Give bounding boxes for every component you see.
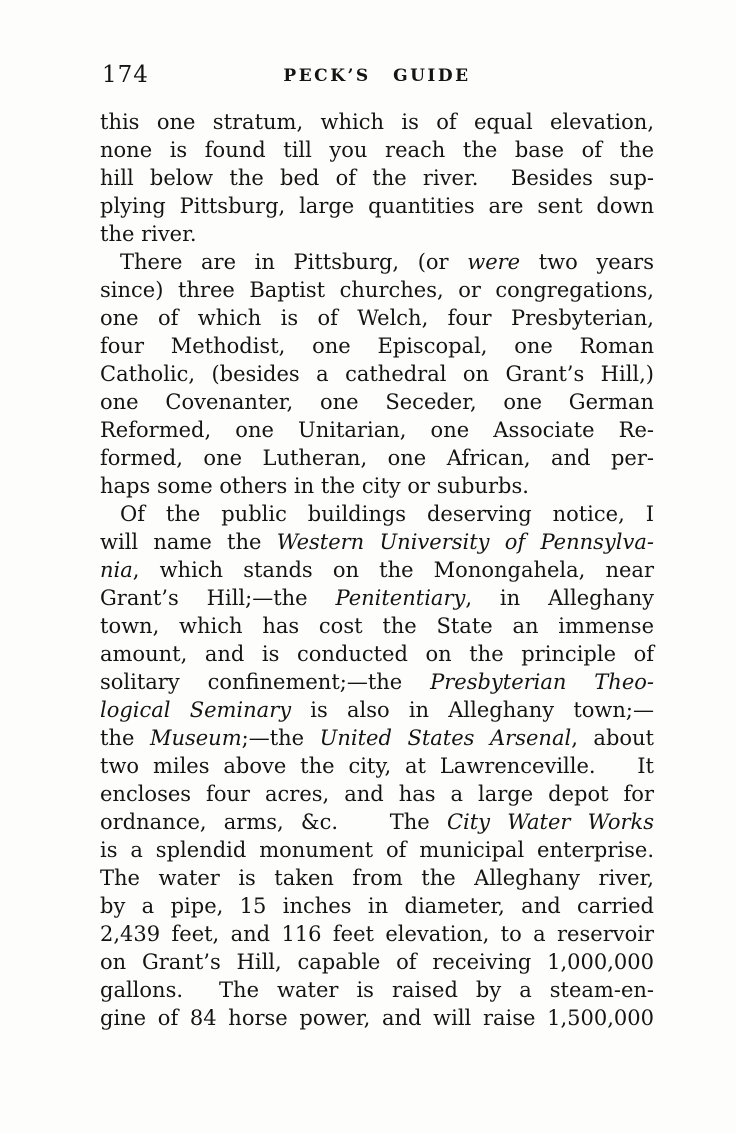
italic-text-segment: were (467, 250, 521, 274)
text-segment: ordnance, arms, &c. The (100, 810, 447, 834)
text-line (100, 808, 654, 836)
italic-text-segment: Presbyterian Theo- (430, 670, 654, 694)
text-line (100, 472, 654, 500)
text-segment: hill below the bed of the river. Besides sup- (100, 166, 654, 190)
text-line (100, 220, 654, 248)
text-line (100, 500, 654, 528)
text-line (100, 612, 654, 640)
text-line (100, 164, 654, 192)
text-line (100, 864, 654, 892)
italic-text-segment: logical Seminary (100, 698, 292, 722)
text-segment: , in Alleghany (465, 586, 654, 610)
text-segment: is also in Alleghany town;— (291, 698, 655, 722)
text-segment: will name the (100, 530, 277, 554)
text-line (100, 752, 654, 780)
text-segment: , about (571, 726, 654, 750)
text-line (100, 976, 654, 1004)
text-segment: is a splendid monument of municipal enterprise. (100, 838, 654, 862)
text-line (100, 920, 654, 948)
text-line (100, 248, 654, 276)
text-line (100, 360, 654, 388)
text-segment: encloses four acres, and has a large depot for (100, 782, 654, 806)
text-segment: two miles above the city, at Lawrenceville. It (100, 754, 654, 778)
running-title: PECK’S GUIDE (283, 66, 471, 86)
text-line (100, 640, 654, 668)
text-line (100, 836, 654, 864)
text-segment: haps some others in the city or suburbs. (100, 474, 529, 498)
text-segment: gine of 84 horse power, and will raise 1,500,000 (100, 1006, 654, 1030)
text-line (100, 444, 654, 472)
text-segment: formed, one Lutheran, one African, and per- (100, 446, 654, 470)
text-segment: the river. (100, 222, 197, 246)
text-segment: plying Pittsburg, large quantities are sent down (100, 194, 654, 218)
page-header (100, 60, 654, 92)
text-line (100, 780, 654, 808)
italic-text-segment: nia (100, 558, 133, 582)
text-line (100, 724, 654, 752)
text-segment: Reformed, one Unitarian, one Associate Re- (100, 418, 654, 442)
text-segment: four Methodist, one Episcopal, one Roman (100, 334, 654, 358)
text-line (100, 528, 654, 556)
text-line (100, 136, 654, 164)
text-segment: two years (520, 250, 654, 274)
text-segment: Of the public buildings deserving notice, I (120, 502, 654, 526)
text-segment: , which stands on the Monongahela, near (132, 558, 654, 582)
text-segment: The water is taken from the Alleghany river, (100, 866, 654, 890)
text-segment: Grant’s Hill;—the (100, 586, 336, 610)
text-segment: town, which has cost the State an immense (100, 614, 654, 638)
text-line (100, 108, 654, 136)
italic-text-segment: Penitentiary (335, 586, 466, 610)
text-line (100, 584, 654, 612)
text-line (100, 1004, 654, 1032)
text-line (100, 192, 654, 220)
text-line (100, 332, 654, 360)
italic-text-segment: Western University of Pennsylva- (276, 530, 654, 554)
paragraph (100, 500, 654, 1032)
italic-text-segment: United States Arsenal (319, 726, 572, 750)
text-segment: solitary confinement;—the (100, 670, 431, 694)
text-line (100, 388, 654, 416)
text-segment: one Covenanter, one Seceder, one German (100, 390, 654, 414)
italic-text-segment: Museum (149, 726, 242, 750)
text-segment: gallons. The water is raised by a steam-en- (100, 978, 654, 1002)
page-body (100, 108, 654, 1032)
text-segment: Catholic, (besides a cathedral on Grant’s Hill,) (100, 362, 654, 386)
text-line (100, 304, 654, 332)
italic-text-segment: City Water Works (446, 810, 655, 834)
text-segment: amount, and is conducted on the principle of (100, 642, 654, 666)
text-line (100, 276, 654, 304)
text-segment: one of which is of Welch, four Presbyterian, (100, 306, 654, 330)
text-line (100, 556, 654, 584)
text-segment: on Grant’s Hill, capable of receiving 1,000,000 (100, 950, 654, 974)
page-number: 174 (102, 62, 149, 88)
text-line (100, 892, 654, 920)
text-segment: by a pipe, 15 inches in diameter, and carried (100, 894, 654, 918)
text-segment: since) three Baptist churches, or congregations, (100, 278, 654, 302)
paragraph (100, 108, 654, 248)
text-segment: 2,439 feet, and 116 feet elevation, to a reservoir (100, 922, 654, 946)
text-segment: ;—the (241, 726, 320, 750)
text-line (100, 668, 654, 696)
text-segment: this one stratum, which is of equal elevation, (100, 110, 654, 134)
text-segment: There are in Pittsburg, (or (120, 250, 468, 274)
text-line (100, 696, 654, 724)
text-segment: the (100, 726, 150, 750)
paragraph (100, 248, 654, 500)
text-line (100, 948, 654, 976)
text-line (100, 416, 654, 444)
text-segment: none is found till you reach the base of the (100, 138, 654, 162)
